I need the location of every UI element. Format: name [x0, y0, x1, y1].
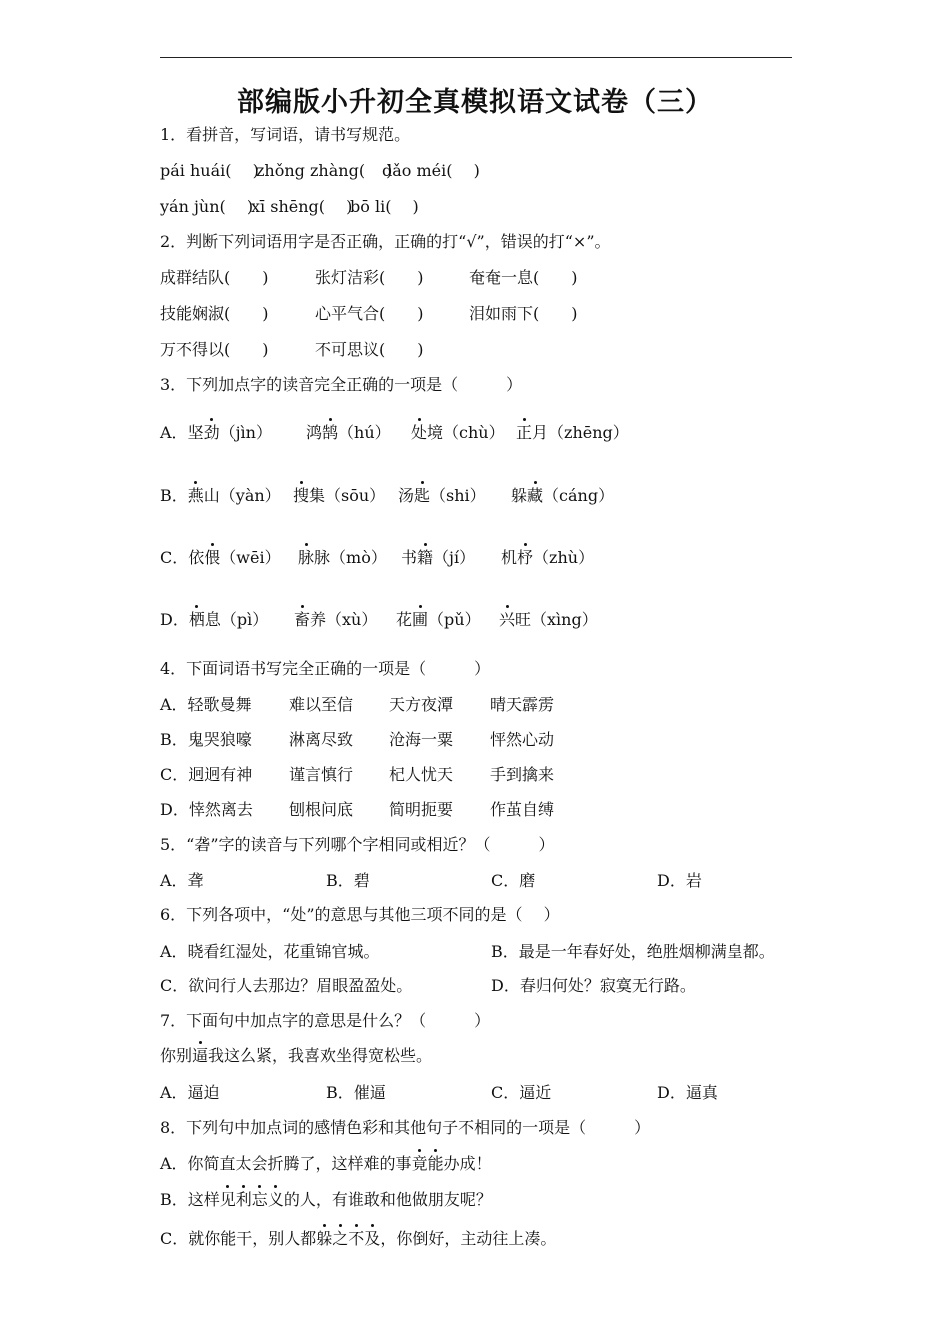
q4-a-4: 晴天霹雳: [490, 695, 555, 714]
q3-d-item-3: 花圃（pǔ）: [396, 610, 481, 629]
q4-c-2: 谨言慎行: [289, 765, 354, 784]
q4-c-1: C．迥迥有神: [160, 765, 253, 784]
q6-option-a: A．晓看红湿处，花重锦官城。: [160, 942, 380, 961]
q5-option-c: C．磨: [491, 871, 536, 890]
word: 坚劲（jìn）: [187, 423, 272, 442]
q8-option-b: B．这样见利忘义的人，有谁敢和他做朋友呢？: [160, 1190, 492, 1209]
q6-option-d: D．春归何处？寂寞无行路。: [491, 976, 696, 995]
q3-d-item-2: 畜养（xù）: [294, 610, 378, 629]
q7-sentence: 你别逼我这么紧，我喜欢坐得宽松些。: [160, 1046, 433, 1065]
q3-b-item-4: 躲藏（cáng）: [511, 486, 615, 505]
q2-item: 成群结队( ): [160, 268, 269, 287]
q8-option-c: C．就你能干，别人都躲之不及，你倒好，主动往上凑。: [160, 1229, 557, 1248]
q6-stem: 6．下列各项中，“处”的意思与其他三项不同的是（ ）: [160, 905, 560, 924]
q2-item: 不可思议( ): [315, 340, 424, 359]
q4-c-4: 手到擒来: [490, 765, 555, 784]
q3-c-item-3: 书籍（jí）: [401, 548, 476, 567]
q3-b-item-2: 搜集（sōu）: [293, 486, 386, 505]
q3-c-item-4: 机杼（zhù）: [501, 548, 595, 567]
q1-stem: 1．看拼音，写词语，请书写规范。: [160, 125, 411, 144]
header-rule: [160, 57, 792, 58]
q8-stem: 8．下列句中加点词的感情色彩和其他句子不相同的一项是（ ）: [160, 1118, 651, 1137]
q7-stem: 7．下面句中加点字的意思是什么？（ ）: [160, 1011, 491, 1030]
q3-option-c: [160, 547, 281, 569]
q3-a-item-2: 鸿鹄（hú）: [306, 423, 391, 442]
q3-b-item-3: 汤匙（shi）: [398, 486, 486, 505]
q4-a-1: A．轻歌曼舞: [160, 695, 252, 714]
q3-d-item-4: 兴旺（xìng）: [499, 610, 598, 629]
option-label: A．: [160, 423, 188, 442]
exam-title: 部编版小升初全真模拟语文试卷（三）: [237, 87, 713, 118]
q6-option-c: C．欲问行人去那边？眉眼盈盈处。: [160, 976, 413, 995]
q4-d-2: 刨根问底: [289, 800, 354, 819]
q4-d-1: D．悻然离去: [160, 800, 253, 819]
q5-option-d: D．岩: [657, 871, 702, 890]
q3-option-a: [160, 422, 272, 444]
q4-a-3: 天方夜潭: [389, 695, 454, 714]
word: 栖息（pì）: [188, 610, 269, 629]
option-label: D．: [160, 610, 189, 629]
q4-b-4: 怦然心动: [490, 730, 555, 749]
q1-pinyin-4: yán jùn( ): [160, 197, 254, 216]
q2-item: 技能娴淑( ): [160, 304, 269, 323]
word: 燕山（yàn）: [187, 486, 281, 505]
q7-option-b: B．催逼: [326, 1083, 386, 1102]
q4-b-1: B．鬼哭狼嚎: [160, 730, 252, 749]
q5-stem: 5．“砻”字的读音与下列哪个字相同或相近？（ ）: [160, 835, 555, 854]
q5-option-b: B．碧: [326, 871, 370, 890]
q2-item: 奄奄一息( ): [469, 268, 578, 287]
q4-a-2: 难以至信: [289, 695, 354, 714]
q5-option-a: A．聋: [160, 871, 204, 890]
q3-option-d: [160, 609, 268, 631]
q7-option-a: A．逼迫: [160, 1083, 220, 1102]
q2-item: 张灯洁彩( ): [315, 268, 424, 287]
q8-option-a: A．你简直太会折腾了，这样难的事竟能办成！: [160, 1154, 492, 1173]
q7-option-c: C．逼近: [491, 1083, 552, 1102]
q1-pinyin-1: pái huái( ): [160, 161, 259, 180]
q4-c-3: 杞人忧天: [389, 765, 454, 784]
q1-pinyin-6: bō li( ): [350, 197, 419, 216]
q3-a-item-3: 处境（chù）: [411, 423, 505, 442]
q1-pinyin-2: zhǒng zhàng( ): [256, 161, 393, 180]
q4-d-4: 作茧自缚: [490, 800, 555, 819]
q1-pinyin-5: xī shēng( ): [251, 197, 353, 216]
q2-item: 万不得以( ): [160, 340, 269, 359]
q4-stem: 4．下面词语书写完全正确的一项是（ ）: [160, 659, 491, 678]
option-label: C．: [160, 548, 189, 567]
q4-b-2: 淋离尽致: [289, 730, 354, 749]
q3-a-item-4: 正月（zhēng）: [516, 423, 629, 442]
q2-item: 心平气合( ): [315, 304, 424, 323]
q6-option-b: B．最是一年春好处，绝胜烟柳满皇都。: [491, 942, 775, 961]
q2-item: 泪如雨下( ): [469, 304, 578, 323]
q7-option-d: D．逼真: [657, 1083, 718, 1102]
option-label: B．: [160, 486, 188, 505]
word: 依偎（wēi）: [188, 548, 281, 567]
q3-option-b: [160, 485, 281, 507]
q3-stem: 3．下列加点字的读音完全正确的一项是（ ）: [160, 375, 523, 394]
q4-b-3: 沧海一粟: [389, 730, 454, 749]
q4-d-3: 简明扼要: [389, 800, 454, 819]
q1-pinyin-3: dǎo méi( ): [382, 161, 480, 180]
q3-c-item-2: 脉脉（mò）: [298, 548, 387, 567]
q2-stem: 2．判断下列词语用字是否正确，正确的打“√”，错误的打“×”。: [160, 232, 611, 251]
